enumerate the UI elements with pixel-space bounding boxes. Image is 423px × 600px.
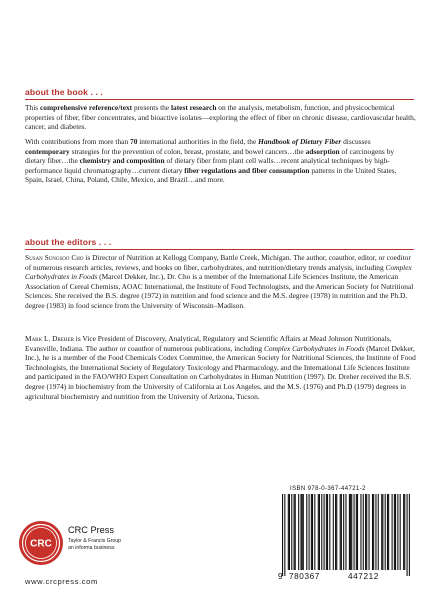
barcode-bar bbox=[336, 494, 337, 570]
barcode-bar bbox=[387, 494, 388, 570]
publisher-url[interactable]: www.crcpress.com bbox=[25, 577, 98, 586]
barcode-bar bbox=[354, 494, 355, 570]
about-book-paragraph-1: This comprehensive reference/text presents the latest research on the analysis, metabolism, function, and physicochemical properties of fiber, fiber concentrates, and bioactive isolates—exploring the effect of fiber on chronic disease, cardiovascular health, cancer, and diabetes. bbox=[25, 103, 416, 132]
barcode-bar bbox=[300, 494, 301, 570]
barcode-bar bbox=[397, 494, 398, 570]
barcode-bar bbox=[363, 494, 364, 570]
barcode-bar bbox=[400, 494, 401, 570]
barcode-bar bbox=[343, 494, 344, 570]
barcode-bar bbox=[378, 494, 379, 570]
crc-press-logo bbox=[18, 520, 64, 566]
barcode-bar bbox=[321, 494, 322, 570]
barcode-bar bbox=[333, 494, 334, 570]
barcode-bar bbox=[291, 494, 292, 570]
barcode-group-1: 780367 bbox=[289, 572, 320, 581]
publisher-group: Taylor & Francis Group bbox=[68, 538, 122, 544]
barcode-bar bbox=[306, 494, 307, 570]
barcode-bar bbox=[327, 494, 328, 570]
barcode-bar bbox=[340, 494, 341, 570]
barcode-bar bbox=[298, 494, 299, 570]
editor-dreher-bio: Mark L. Dreher is Vice President of Discovery, Analytical, Regulatory and Scientific Affairs at Mead Johnson Nutritionals, Evansville, Indiana. The author or coauthor of numerous publications, including Complex Carbohydrates in Foods (Marcel Dekker, Inc.), he is a member of the Food Chemicals Codex Committee, the American Society for Nutritional Sciences, the Institute of Food Technologists, the International Society of Regulatory Toxicology and Pharmacology, and the International Life Sciences Institute and participated in the FAO/WHO Expert Consultation on Carbohydrates in Human Nutrition (1997). Dr. Dreher received the B.S. degree (1974) in biochemistry from the University of California at Los Angeles, and the M.S. (1976) and Ph.D (1979) degrees in agricultural biochemistry and nutrition from the University of Arizona, Tucson. bbox=[25, 334, 416, 401]
barcode-bar bbox=[394, 494, 395, 570]
about-book-rule bbox=[25, 99, 414, 100]
barcode-bar bbox=[341, 494, 342, 570]
barcode-bar bbox=[381, 494, 382, 570]
barcode-bar bbox=[294, 494, 295, 570]
barcode-bar bbox=[335, 494, 336, 570]
barcode-bar bbox=[366, 494, 367, 570]
barcode-bar bbox=[356, 494, 357, 570]
isbn-number: ISBN 978-0-367-44721-2 bbox=[290, 486, 366, 492]
about-editors-rule bbox=[25, 249, 414, 250]
barcode-bar bbox=[373, 494, 374, 570]
barcode-bar bbox=[372, 494, 373, 570]
barcode-bar bbox=[345, 494, 346, 570]
about-editors-heading: about the editors . . . bbox=[25, 237, 112, 247]
barcode-bar bbox=[349, 494, 350, 570]
publisher-name: CRC Press bbox=[68, 525, 114, 535]
barcode-bar bbox=[329, 494, 330, 570]
barcode-bar bbox=[409, 494, 410, 576]
barcode-bar bbox=[388, 494, 389, 570]
barcode-bar bbox=[311, 494, 312, 570]
barcode-bar bbox=[309, 494, 310, 570]
barcode-bar bbox=[375, 494, 376, 570]
editor-cho-bio: Susan Sungsoo Cho is Director of Nutrition at Kellogg Company, Battle Creek, Michigan. The author, coauthor, editor, or coeditor of numerous research articles, reviews, and books on fiber, carbohydrates, and nutrition/dietary trends analysis, including Complex Carbohydrates in Foods (Marcel Dekker, Inc.), Dr. Cho is a member of the International Life Sciences Institute, the American Association of Cereal Chemists, AOAC International, the Institute of Food Technologists, and the American Society for Nutritional Sciences. She received the B.S. degree (1972) in nutrition and food science and the M.S. degree (1978) in nutrition and the Ph.D. degree (1983) in food science from the University of Wisconsin–Madison. bbox=[25, 253, 414, 310]
barcode-bar bbox=[312, 494, 313, 570]
barcode-bar bbox=[319, 494, 320, 570]
barcode-bar bbox=[302, 494, 303, 570]
barcode-bar bbox=[351, 494, 352, 570]
barcode-bar bbox=[289, 494, 290, 570]
barcode-bar bbox=[326, 494, 327, 570]
barcode-bar bbox=[403, 494, 404, 570]
barcode-bar bbox=[284, 494, 285, 576]
about-book-paragraph-2: With contributions from more than 70 international authorities in the field, the Handbook of Dietary Fiber discusses contemporary strategies for the prevention of colon, breast, prostate, and bowel cancers…the adsorption of carcinogens by dietary fiber…the chemistry and composition of dietary fiber from plant cell walls…recent analytical techniques by high-performance liquid chromatography…current dietary fiber regulations and fiber consumption patterns in the United States, Spain, Israel, China, Poland, Chile, Mexico, and Brazil…and more. bbox=[25, 137, 397, 185]
barcode-bar bbox=[282, 494, 283, 576]
barcode-bar bbox=[382, 494, 383, 570]
barcode-bar bbox=[350, 494, 351, 570]
barcode-bar bbox=[288, 494, 289, 570]
barcode-bar bbox=[314, 494, 315, 570]
logo-lettering: CRC bbox=[30, 538, 52, 550]
barcode-bar bbox=[395, 494, 396, 570]
barcode-bar bbox=[368, 494, 369, 570]
barcode-bar bbox=[360, 494, 361, 570]
barcode-bar bbox=[404, 494, 405, 570]
about-book-heading: about the book . . . bbox=[25, 87, 103, 97]
barcode-bar bbox=[365, 494, 366, 570]
barcode-bar bbox=[392, 494, 393, 570]
barcode-image bbox=[282, 494, 410, 576]
barcode-bar bbox=[357, 494, 358, 570]
barcode-bar bbox=[324, 494, 325, 570]
barcode-bar bbox=[303, 494, 304, 570]
barcode-bar bbox=[385, 494, 386, 570]
barcode-bar bbox=[318, 494, 319, 570]
barcode-bar bbox=[407, 494, 408, 576]
barcode-lead-digit: 9 bbox=[278, 572, 284, 581]
barcode-group-2: 447212 bbox=[348, 572, 379, 581]
barcode-bar bbox=[295, 494, 296, 570]
publisher-tagline: an informa business bbox=[68, 545, 115, 551]
